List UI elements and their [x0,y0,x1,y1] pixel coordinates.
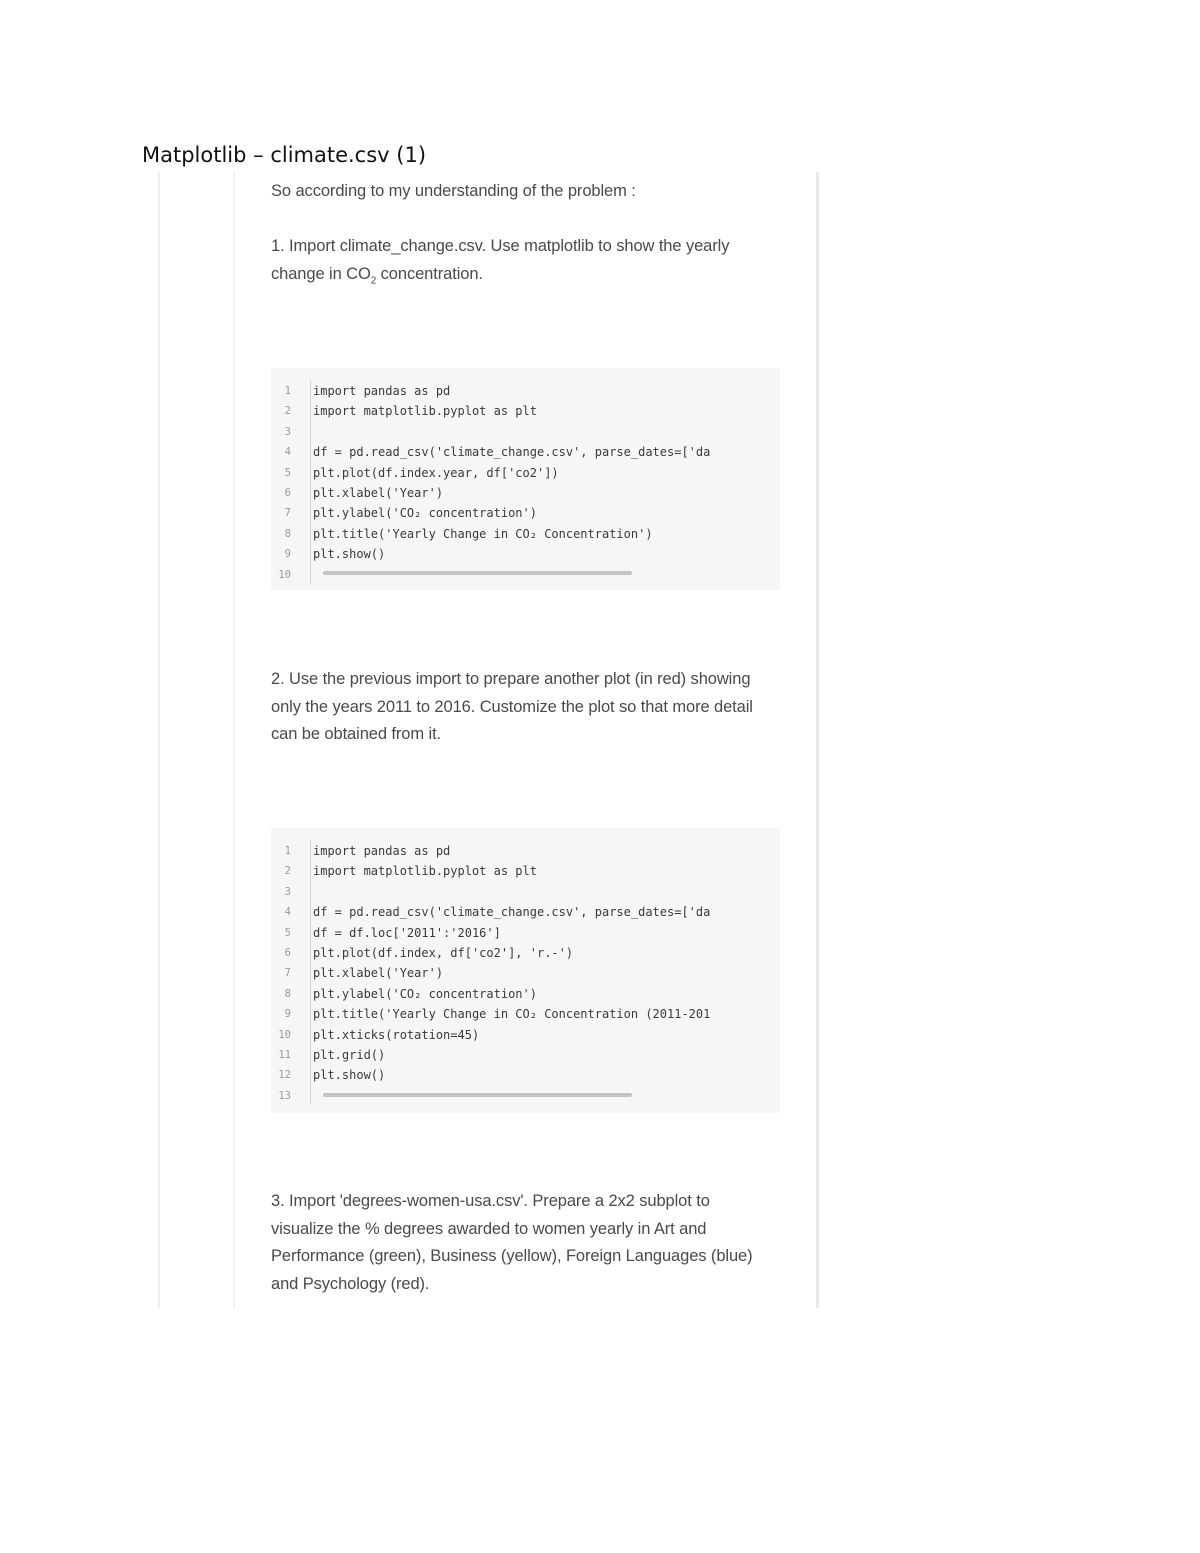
code-line [271,381,780,401]
line-number: 9 [284,1008,291,1021]
code-line [271,401,780,421]
line-number: 5 [284,926,291,939]
line-number: 8 [284,987,291,1000]
code-line [271,984,780,1004]
code-text: plt.plot(df.index, df['co2'], 'r.-') [313,945,574,960]
code-text: plt.xlabel('Year') [313,966,444,981]
line-number: 6 [284,486,291,499]
code-text: plt.title('Yearly Change in CO₂ Concentration') [313,526,653,541]
code-text: plt.show() [313,1068,386,1083]
code-line [271,524,780,544]
code-text: df = pd.read_csv('climate_change.csv', parse_dates=['da [313,445,711,460]
code-text: import matplotlib.pyplot as plt [313,864,537,879]
code-line [271,483,780,503]
line-number: 12 [278,1069,291,1082]
line-number: 2 [284,865,291,878]
code-line [271,422,780,442]
code-line [271,902,780,922]
code-text: plt.ylabel('CO₂ concentration') [313,506,537,521]
code-line [271,1025,780,1045]
code-text: plt.plot(df.index.year, df['co2']) [313,465,559,480]
horizontal-scrollbar[interactable] [323,571,632,575]
line-number: 6 [284,946,291,959]
code-text: plt.show() [313,547,386,562]
code-line [271,882,780,902]
line-number: 10 [278,1028,291,1041]
line-number: 4 [284,906,291,919]
line-number: 13 [278,1089,291,1102]
code-text: df = pd.read_csv('climate_change.csv', parse_dates=['da [313,905,711,920]
document-title: Matplotlib – climate.csv (1) [142,143,427,167]
code-line [271,963,780,983]
question-1-text [271,233,761,288]
line-number: 10 [278,568,291,581]
question-3-text: 3. Import 'degrees-women-usa.csv'. Prepare a 2x2 subplot to visualize the % degrees awarded to women yearly in Art and Performance (green), Business (yellow), Foreign Languages (blue) and Psychology (red). [271,1192,753,1293]
line-number: 8 [284,527,291,540]
code-lines [271,381,780,585]
line-number: 7 [284,507,291,520]
line-number: 4 [284,446,291,459]
code-line [271,861,780,881]
line-number: 3 [284,425,291,438]
code-line [271,503,780,523]
code-line [271,544,780,564]
line-number: 7 [284,967,291,980]
line-number: 2 [284,405,291,418]
horizontal-scrollbar[interactable] [323,1093,632,1097]
code-block-2[interactable] [271,828,780,1113]
code-text: import pandas as pd [313,844,451,858]
code-line [271,943,780,963]
code-line [271,1065,780,1085]
question-1-text-end: concentration. [376,264,483,283]
intro-text: So according to my understanding of the problem : [271,182,636,200]
code-line [271,1004,780,1024]
code-text: plt.ylabel('CO₂ concentration') [313,986,537,1001]
code-block-1[interactable] [271,368,780,590]
code-text: plt.grid() [313,1047,386,1062]
code-text: plt.xlabel('Year') [313,485,444,500]
question-2-text: 2. Use the previous import to prepare another plot (in red) showing only the years 2011 to 2016. Customize the plot so that more detail can be obtained from it. [271,670,753,743]
code-text [301,422,760,442]
code-lines [271,841,780,1106]
code-text [301,882,760,902]
code-text: df = df.loc['2011':'2016'] [313,925,501,940]
code-line [271,1045,780,1065]
co2-subscript: 2 [370,274,377,286]
code-text: import matplotlib.pyplot as plt [313,404,537,419]
question-1-text-main: 1. Import climate_change.csv. Use matplotlib to show the yearly change in CO [271,237,730,283]
code-text: import pandas as pd [313,384,451,398]
code-line [271,442,780,462]
line-number: 11 [278,1048,291,1061]
line-number: 1 [284,845,291,857]
code-line [271,841,780,861]
line-number: 9 [284,548,291,561]
code-text: plt.title('Yearly Change in CO₂ Concentration (2011-201 [313,1007,711,1022]
screenshot-frame-left-edge [158,172,160,1308]
line-number: 3 [284,885,291,898]
code-line [271,463,780,483]
line-number: 1 [284,385,291,397]
screenshot-frame-right-edge [816,172,819,1308]
code-line [271,923,780,943]
screenshot-content-left-edge [233,172,235,1308]
line-number: 5 [284,466,291,479]
code-text: plt.xticks(rotation=45) [313,1027,480,1042]
